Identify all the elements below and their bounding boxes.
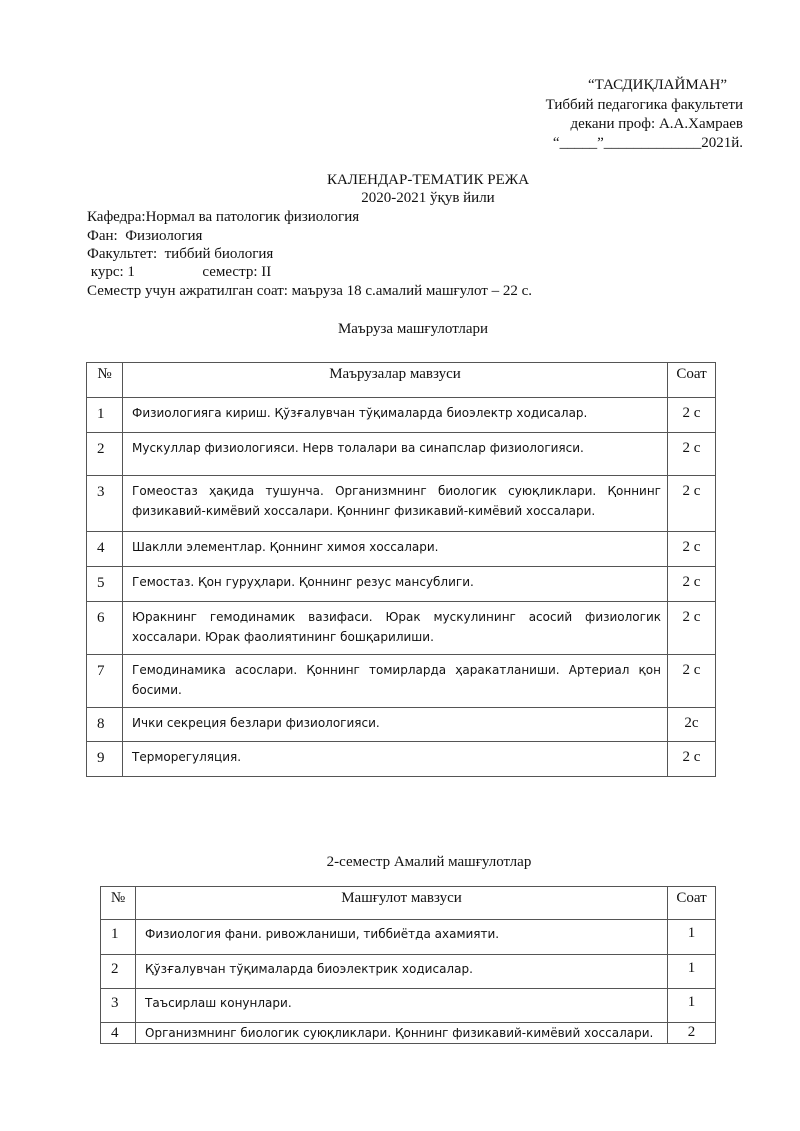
table-row — [87, 708, 716, 742]
practicals-header-hours: Соат — [668, 887, 716, 920]
info-faculty: Факультет: тиббий биология — [87, 246, 274, 262]
info-department: Кафедра:Нормал ва патологик физиология — [87, 209, 360, 225]
lectures-header-topic: Маърузалар мавзуси — [123, 363, 668, 398]
row-num: 3 — [87, 476, 123, 532]
approval-title: “ТАСДИҚЛАЙМАН” — [588, 77, 727, 93]
row-topic: Қўзғалувчан тўқималарда биоэлектрик ходисалар. — [136, 955, 668, 989]
table-row — [101, 989, 716, 1023]
row-topic: Юракнинг гемодинамик вазифаси. Юрак мускулининг асосий физиологик хоссалари. Юрак фаолиятининг бошқарилиши. — [123, 602, 668, 655]
row-num: 8 — [87, 708, 123, 742]
row-hours: 1 — [668, 989, 716, 1023]
lectures-header-hours: Соат — [668, 363, 716, 398]
table-row — [87, 567, 716, 602]
table-row — [87, 532, 716, 567]
info-subject: Фан: Физиология — [87, 228, 203, 244]
row-num: 6 — [87, 602, 123, 655]
row-topic: Физиологияга кириш. Қўзғалувчан тўқималарда биоэлектр ходисалар. — [123, 398, 668, 433]
row-num: 1 — [87, 398, 123, 433]
table-row — [87, 433, 716, 476]
row-topic: Ички секреция безлари физиологияси. — [123, 708, 668, 742]
approval-dean: декани проф: А.А.Хамраев — [570, 116, 743, 132]
row-hours: 2 с — [668, 433, 716, 476]
practicals-header-topic: Машғулот мавзуси — [136, 887, 668, 920]
document-title: КАЛЕНДАР-ТЕМАТИК РЕЖА — [326, 172, 530, 188]
table-row — [87, 476, 716, 532]
approval-faculty: Тиббий педагогика факультети — [545, 97, 743, 113]
row-num: 2 — [87, 433, 123, 476]
row-num: 3 — [101, 989, 136, 1023]
info-hours: Семестр учун ажратилган соат: маъруза 18 с.амалий машғулот – 22 с. — [87, 283, 532, 299]
row-num: 9 — [87, 742, 123, 777]
table-row — [87, 742, 716, 777]
practicals-header-num: № — [101, 887, 136, 920]
table-row — [101, 920, 716, 955]
row-hours: 1 — [668, 955, 716, 989]
row-num: 2 — [101, 955, 136, 989]
lectures-header-row — [87, 363, 716, 398]
table-row — [101, 1023, 716, 1044]
practicals-heading: 2-семестр Амалий машғулотлар — [326, 854, 532, 870]
row-hours: 2 с — [668, 655, 716, 708]
row-topic: Мускуллар физиологияси. Нерв толалари ва синапслар физиологияси. — [123, 433, 668, 476]
row-hours: 2 с — [668, 532, 716, 567]
row-hours: 2 с — [668, 602, 716, 655]
lectures-table — [86, 362, 716, 777]
info-course-semester: курс: 1 семестр: II — [87, 264, 272, 280]
academic-year: 2020-2021 ўқув йили — [361, 190, 495, 206]
row-num: 4 — [87, 532, 123, 567]
table-row — [101, 955, 716, 989]
row-hours: 2с — [668, 708, 716, 742]
lectures-heading: Маъруза машғулотлари — [337, 321, 489, 337]
row-hours: 2 с — [668, 742, 716, 777]
row-hours: 1 — [668, 920, 716, 955]
row-num: 4 — [101, 1023, 136, 1044]
row-topic: Гомеостаз ҳақида тушунча. Организмнинг биологик суюқликлари. Қоннинг физикавий-кимёвий хоссалари. Қоннинг физикавий-кимёвий хоссалари. — [123, 476, 668, 532]
table-row — [87, 602, 716, 655]
row-topic: Терморегуляция. — [123, 742, 668, 777]
table-row — [87, 655, 716, 708]
row-hours: 2 с — [668, 476, 716, 532]
row-num: 1 — [101, 920, 136, 955]
practicals-table — [100, 886, 716, 1044]
approval-date: “_____”_____________2021й. — [552, 135, 743, 151]
row-topic: Гемостаз. Қон гуруҳлари. Қоннинг резус мансублиги. — [123, 567, 668, 602]
row-topic: Гемодинамика асослари. Қоннинг томирларда ҳаракатланиши. Артериал қон босими. — [123, 655, 668, 708]
row-hours: 2 — [668, 1023, 716, 1044]
lectures-header-num: № — [87, 363, 123, 398]
row-topic: Организмнинг биологик суюқликлари. Қоннинг физикавий-кимёвий хоссалари. — [136, 1023, 668, 1044]
row-num: 7 — [87, 655, 123, 708]
row-topic: Физиология фани. ривожланиши, тиббиётда ахамияти. — [136, 920, 668, 955]
row-hours: 2 с — [668, 398, 716, 433]
row-topic: Шаклли элементлар. Қоннинг химоя хоссалари. — [123, 532, 668, 567]
row-hours: 2 с — [668, 567, 716, 602]
table-row — [87, 398, 716, 433]
practicals-header-row — [101, 887, 716, 920]
row-num: 5 — [87, 567, 123, 602]
row-topic: Таъсирлаш конунлари. — [136, 989, 668, 1023]
